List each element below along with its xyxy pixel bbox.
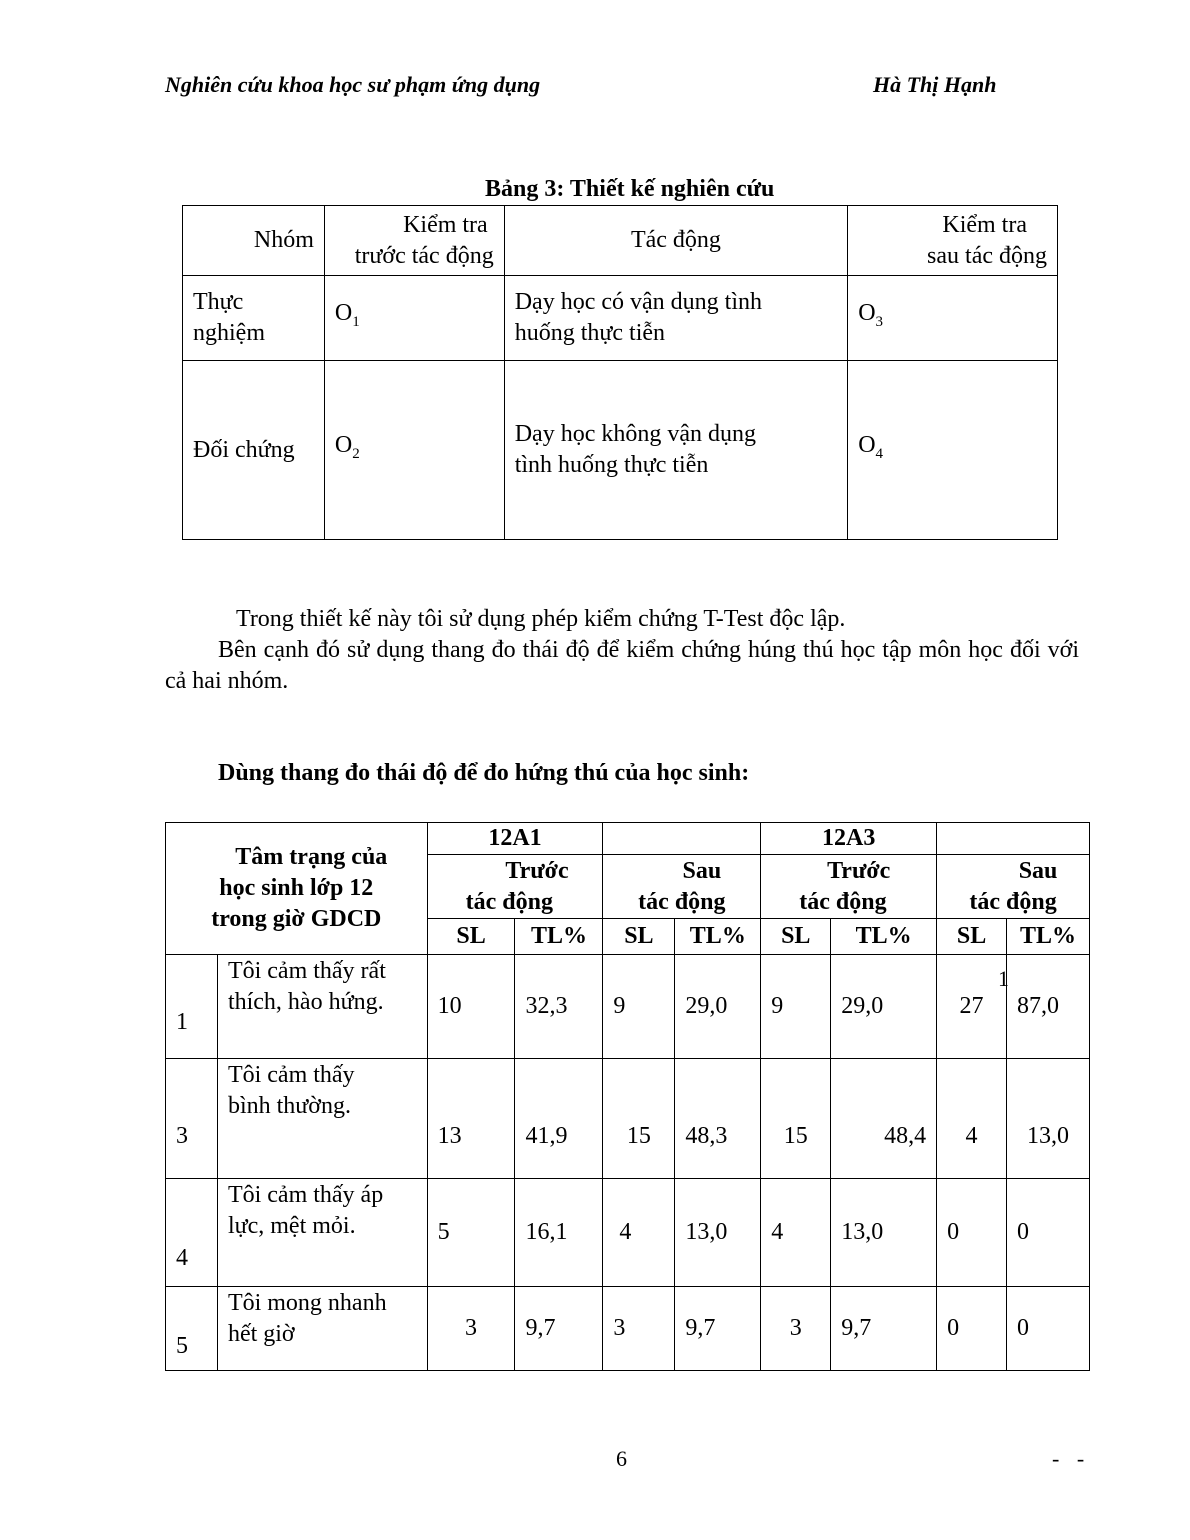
header-intervention: Tác động <box>504 206 848 276</box>
design-table-title: Bảng 3: Thiết kế nghiên cứu <box>485 176 775 202</box>
empty-header-cell <box>603 823 761 855</box>
intervention-cell <box>504 276 848 361</box>
header-pre-line2: trước tác động <box>354 242 494 269</box>
value-cell: 32,3 <box>515 955 603 1059</box>
before-header-12a3 <box>761 855 937 919</box>
header-post-line2: sau tác động <box>927 242 1047 269</box>
value-cell: 15 <box>761 1059 831 1179</box>
tl-header: TL% <box>515 919 603 955</box>
after-header-12a3 <box>937 855 1090 919</box>
post-test-cell <box>848 276 1058 361</box>
pre-test-cell <box>324 361 504 540</box>
design-row-control <box>183 361 1058 540</box>
value-cell: 29,0 <box>675 955 761 1059</box>
value-cell: 16,1 <box>515 1179 603 1287</box>
value-cell: 9 <box>603 955 675 1059</box>
section-heading: Dùng thang đo thái độ để đo hứng thú của học sinh: <box>218 760 750 786</box>
header-pre-line1: Kiểm tra <box>403 211 488 238</box>
footer-dashes: - - <box>1052 1446 1091 1471</box>
table-row <box>166 1287 1090 1371</box>
statement-line2: hết giờ <box>227 1321 295 1347</box>
value-cell: 13,0 <box>675 1179 761 1287</box>
value-cell: 29,0 <box>831 955 937 1059</box>
tl-header: TL% <box>1007 919 1090 955</box>
value-cell: 0 <box>1007 1287 1090 1371</box>
after-line2: tác động <box>638 888 726 915</box>
value-cell: 48,4 <box>831 1059 937 1179</box>
design-header-row <box>183 206 1058 276</box>
value-cell: 9 <box>761 955 831 1059</box>
design-table <box>182 205 1058 540</box>
before-line1: Trước <box>827 857 891 884</box>
class-12a3-header: 12A3 <box>761 823 937 855</box>
post-subscript: 4 <box>875 445 884 462</box>
tl-header: TL% <box>831 919 937 955</box>
pre-label: O <box>334 432 353 459</box>
value-cell: 4 <box>603 1179 675 1287</box>
value-cell: 3 <box>603 1287 675 1371</box>
intervention-line1: Dạy học không vận dụng <box>514 421 756 447</box>
attitude-table <box>165 822 1090 1371</box>
value-cell: 4 <box>761 1179 831 1287</box>
statement-line2: thích, hào hứng. <box>227 989 384 1015</box>
header-post-test <box>848 206 1058 276</box>
sl-header: SL <box>761 919 831 955</box>
row-number: 4 <box>166 1179 218 1287</box>
mood-statement <box>217 1287 427 1371</box>
group-cell <box>183 276 325 361</box>
value-cell: 13 <box>427 1059 515 1179</box>
intervention-cell <box>504 361 848 540</box>
value-cell: 4 <box>937 1059 1007 1179</box>
after-header-12a1 <box>603 855 761 919</box>
row-number: 1 <box>166 955 218 1059</box>
statement-line2: bình thường. <box>227 1093 351 1119</box>
after-line2: tác động <box>969 888 1057 915</box>
value-cell: 3 <box>427 1287 515 1371</box>
post-label: O <box>858 432 876 459</box>
sl-header: SL <box>427 919 515 955</box>
value-cell: 27 <box>937 955 1007 1059</box>
statement-line1: Tôi mong nhanh <box>227 1290 387 1316</box>
page-number: 6 <box>616 1446 627 1471</box>
design-row-experimental <box>183 276 1058 361</box>
group-line2: nghiệm <box>193 320 265 346</box>
value-cell: 9,7 <box>831 1287 937 1371</box>
class-header-row <box>166 823 1090 855</box>
paragraph-ttest: Trong thiết kế này tôi sử dụng phép kiểm chứng T-Test độc lập. <box>236 606 846 632</box>
value-cell: 15 <box>603 1059 675 1179</box>
value-cell: 0 <box>1007 1179 1090 1287</box>
statement-line2: lực, mệt mỏi. <box>227 1213 356 1239</box>
before-line2: tác động <box>465 888 553 915</box>
value-cell: 13,0 <box>831 1179 937 1287</box>
group-line1: Thực <box>193 289 244 315</box>
mood-header-line1: Tâm trạng của <box>235 844 388 870</box>
before-line1: Trước <box>505 857 569 884</box>
tl-header: TL% <box>675 919 761 955</box>
value-cell: 48,3 <box>675 1059 761 1179</box>
row-number: 3 <box>166 1059 218 1179</box>
table-row <box>166 1059 1090 1179</box>
value-cell: 5 <box>427 1179 515 1287</box>
statement-line1: Tôi cảm thấy <box>227 1062 355 1088</box>
mood-header-line3: trong giờ GDCD <box>211 906 382 932</box>
mood-statement <box>217 1059 427 1179</box>
group-cell: Đối chứng <box>183 361 325 540</box>
after-line1: Sau <box>682 857 722 884</box>
value-cell: 0 <box>937 1179 1007 1287</box>
pre-label: O <box>334 300 353 327</box>
table-row <box>166 1179 1090 1287</box>
statement-line1: Tôi cảm thấy áp <box>227 1182 384 1208</box>
value-cell: 41,9 <box>515 1059 603 1179</box>
mood-statement <box>217 955 427 1059</box>
sl-header: SL <box>937 919 1007 955</box>
pre-test-cell <box>324 276 504 361</box>
value-cell: 9,7 <box>675 1287 761 1371</box>
statement-line1: Tôi cảm thấy rất <box>227 958 386 984</box>
stray-mark: 1 <box>998 966 1009 991</box>
mood-header-line2: học sinh lớp 12 <box>219 875 374 901</box>
running-header-author: Hà Thị Hạnh <box>873 72 997 97</box>
intervention-line2: huống thực tiễn <box>514 320 666 346</box>
header-pre-test <box>324 206 504 276</box>
value-cell: 9,7 <box>515 1287 603 1371</box>
intervention-line1: Dạy học có vận dụng tình <box>514 289 762 315</box>
empty-header-cell <box>937 823 1090 855</box>
mood-header-cell <box>166 823 428 955</box>
after-line1: Sau <box>1018 857 1058 884</box>
sl-header: SL <box>603 919 675 955</box>
paragraph-attitude-scale: Bên cạnh đó sử dụng thang đo thái độ để kiểm chứng húng thú học tập môn học đối với cả hai nhóm. <box>165 637 1079 694</box>
pre-subscript: 1 <box>352 313 360 330</box>
row-number: 5 <box>166 1287 218 1371</box>
header-group: Nhóm <box>183 206 325 276</box>
value-cell: 10 <box>427 955 515 1059</box>
post-label: O <box>858 300 876 327</box>
value-cell: 13,0 <box>1007 1059 1090 1179</box>
class-12a1-header: 12A1 <box>427 823 603 855</box>
before-line2: tác động <box>799 888 887 915</box>
value-cell: 3 <box>761 1287 831 1371</box>
post-subscript: 3 <box>875 313 884 330</box>
table-row <box>166 955 1090 1059</box>
before-header-12a1 <box>427 855 603 919</box>
intervention-line2: tình huống thực tiễn <box>514 452 709 478</box>
value-cell: 87,0 <box>1007 955 1090 1059</box>
header-post-line1: Kiểm tra <box>942 211 1027 238</box>
pre-subscript: 2 <box>352 445 360 462</box>
mood-statement <box>217 1179 427 1287</box>
post-test-cell <box>848 361 1058 540</box>
running-header-title: Nghiên cứu khoa học sư phạm ứng dụng <box>165 72 541 97</box>
value-cell: 0 <box>937 1287 1007 1371</box>
